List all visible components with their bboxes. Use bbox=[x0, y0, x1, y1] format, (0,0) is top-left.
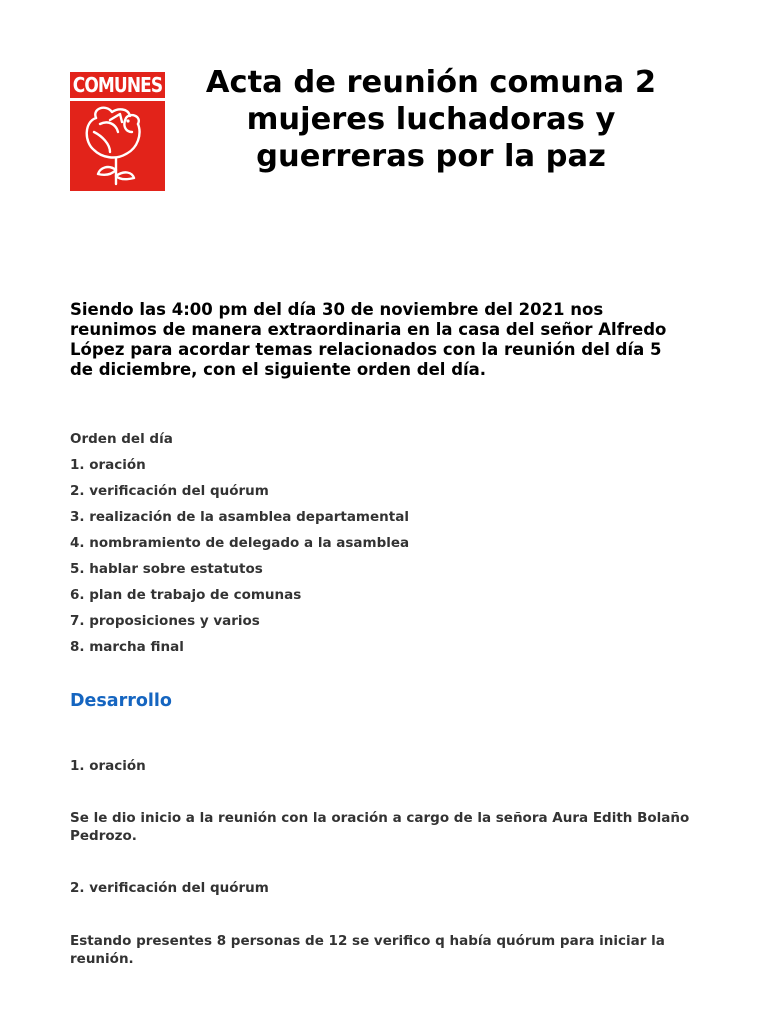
logo-divider bbox=[70, 98, 165, 101]
agenda-item: 7. proposiciones y varios bbox=[70, 613, 260, 629]
agenda-item: 4. nombramiento de delegado a la asamblea bbox=[70, 535, 410, 551]
development-heading: Desarrollo bbox=[70, 691, 172, 711]
agenda-item: 2. verificación del quórum bbox=[70, 483, 269, 499]
agenda-heading: Orden del día bbox=[70, 431, 173, 447]
development-item-2-title: 2. verificación del quórum bbox=[70, 880, 269, 896]
agenda-item: 6. plan de trabajo de comunas bbox=[70, 587, 302, 603]
agenda-item: 5. hablar sobre estatutos bbox=[70, 561, 263, 577]
development-item-1-title: 1. oración bbox=[70, 758, 146, 774]
development-item-2-text: Estando presentes 8 personas de 12 se verifico q había quórum para iniciar la reunión. bbox=[70, 933, 665, 967]
logo-wordmark: COMUNES bbox=[72, 74, 163, 98]
agenda-item: 3. realización de la asamblea departamental bbox=[70, 509, 409, 525]
dove-rose-icon bbox=[70, 102, 165, 191]
agenda-item: 8. marcha final bbox=[70, 639, 184, 655]
comunes-logo bbox=[70, 72, 165, 191]
agenda-item: 1. oración bbox=[70, 457, 146, 473]
development-item-1-text: Se le dio inicio a la reunión con la oración a cargo de la señora Aura Edith Bolaño Pedrozo. bbox=[70, 810, 690, 844]
agenda-list bbox=[70, 456, 409, 664]
intro-paragraph: Siendo las 4:00 pm del día 30 de noviembre del 2021 nos reunimos de manera extraordinaria en la casa del señor Alfredo López para acordar temas relacionados con la reunión del día 5 de diciembre, con el siguiente orden del día. bbox=[70, 300, 667, 379]
page-title: Acta de reunión comuna 2 mujeres luchadoras y guerreras por la paz bbox=[205, 65, 657, 174]
